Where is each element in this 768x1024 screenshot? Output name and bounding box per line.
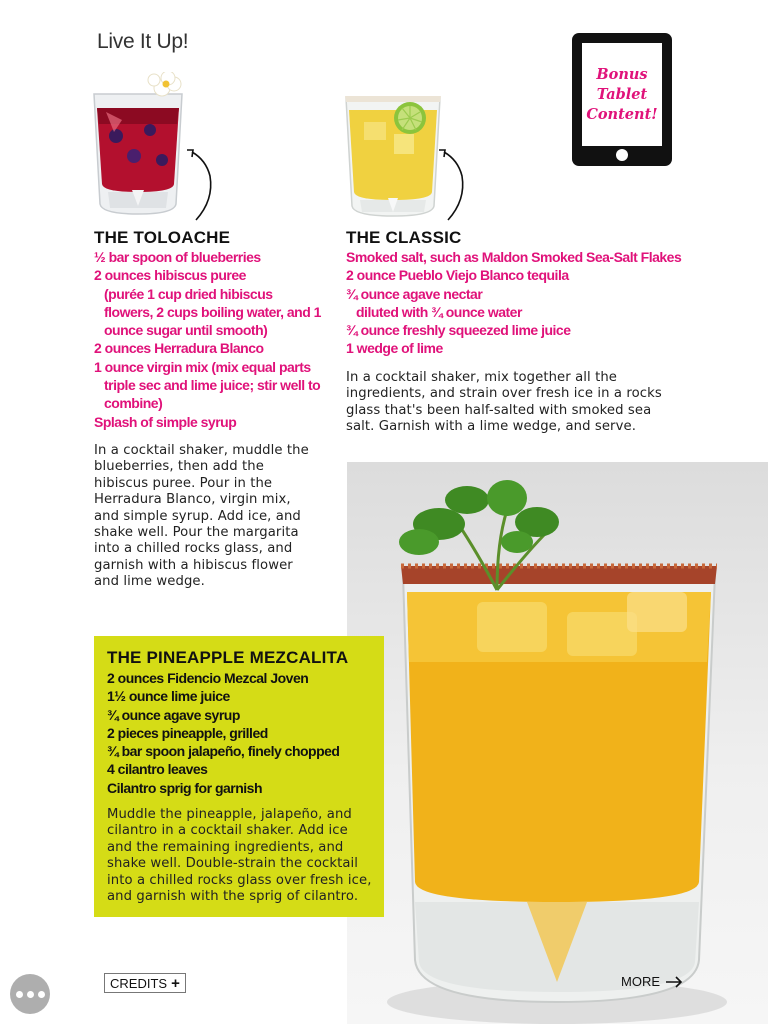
ingredient-item: 1½ ounce lime juice [107, 688, 230, 705]
ingredient-item: ¾ ounce agave syrup [107, 706, 240, 723]
ingredient-item: 2 ounces Herradura Blanco [94, 340, 264, 357]
recipe-toloache [94, 228, 324, 591]
bonus-line-1: Bonus [596, 65, 648, 83]
more-button[interactable] [621, 974, 683, 989]
tablet-screen [582, 43, 662, 146]
ingredient-list [107, 669, 377, 797]
recipe-title: THE TOLOACHE [94, 228, 231, 247]
ingredient-item: Cilantro sprig for garnish [107, 779, 263, 796]
arrow-right-icon [665, 976, 683, 988]
ingredient-list [94, 248, 324, 431]
classic-arrow-icon [436, 148, 470, 224]
ingredient-item: ¾ bar spoon jalapeño, finely chopped [107, 743, 340, 760]
ingredient-item: ¾ ounce agave nectar diluted with ¾ ounce water [346, 285, 522, 320]
toloache-glass-image [88, 72, 198, 220]
ingredient-item: 2 ounces hibiscus puree (purée 1 cup dried hibiscus flowers, 2 cups boiling water, and 1 ounce sugar until smooth) [94, 267, 321, 339]
recipe-method: In a cocktail shaker, mix together all the ingredients, and strain over fresh ice in a rocks glass that's been half-salted with smoked sea salt. Garnish with a lime wedge, and serve. [346, 369, 662, 434]
ingredient-list [346, 248, 686, 358]
more-options-button[interactable] [10, 974, 50, 1014]
ingredient-item: Splash of simple syrup [94, 413, 237, 430]
tablet-home-button-icon [616, 149, 628, 161]
ingredient-item: 1 wedge of lime [346, 340, 443, 357]
recipe-method: Muddle the pineapple, jalapeño, and cilantro in a cocktail shaker. Add ice and the remaining ingredients, and shake well. Double-strain the cocktail into a chilled rocks glass over fresh ice, and garnish with the sprig of cilantro. [107, 807, 372, 905]
recipe-title: THE PINEAPPLE MEZCALITA [107, 648, 349, 667]
ingredient-item: 1 ounce virgin mix (mix equal parts triple sec and lime juice; stir well to combine) [94, 358, 321, 412]
bonus-label [586, 65, 657, 125]
mezcalita-recipe-box [94, 636, 384, 917]
recipe-classic [346, 228, 686, 435]
dot-icon [38, 991, 45, 998]
section-title: Live It Up! [97, 30, 189, 53]
classic-glass-image [340, 88, 446, 220]
mezcalita-photo [347, 462, 768, 1024]
more-label: MORE [621, 974, 660, 989]
bonus-line-3: Content! [586, 105, 658, 123]
dot-icon [27, 991, 34, 998]
recipe-method: In a cocktail shaker, muddle the blueberries, then add the hibiscus puree. Pour in the Herradura Blanco, virgin mix, and simple syrup. Add ice, and shake well. Pour the margarita into a chilled rocks glass, and garnish with a hibiscus flower and lime wedge. [94, 442, 309, 590]
ingredient-item: ¾ ounce freshly squeezed lime juice [346, 322, 571, 339]
credits-label: CREDITS [110, 975, 168, 991]
ingredient-item: 2 ounces Fidencio Mezcal Joven [107, 670, 309, 686]
ingredient-item: 4 cilantro leaves [107, 761, 208, 778]
ingredient-item: 2 ounce Pueblo Viejo Blanco tequila [346, 267, 569, 284]
bonus-line-2: Tablet [596, 85, 648, 103]
ingredient-item: 2 pieces pineapple, grilled [107, 724, 268, 741]
ingredient-item: Smoked salt, such as Maldon Smoked Sea-Salt Flakes [346, 249, 682, 265]
plus-icon: + [171, 974, 180, 992]
ingredient-item: ½ bar spoon of blueberries [94, 249, 261, 265]
dot-icon [16, 991, 23, 998]
mezcalita-glass-image [347, 462, 768, 1024]
toloache-arrow-icon [184, 148, 218, 224]
credits-button[interactable] [104, 973, 186, 993]
bonus-tablet-badge[interactable] [572, 33, 672, 166]
recipe-title: THE CLASSIC [346, 228, 462, 247]
